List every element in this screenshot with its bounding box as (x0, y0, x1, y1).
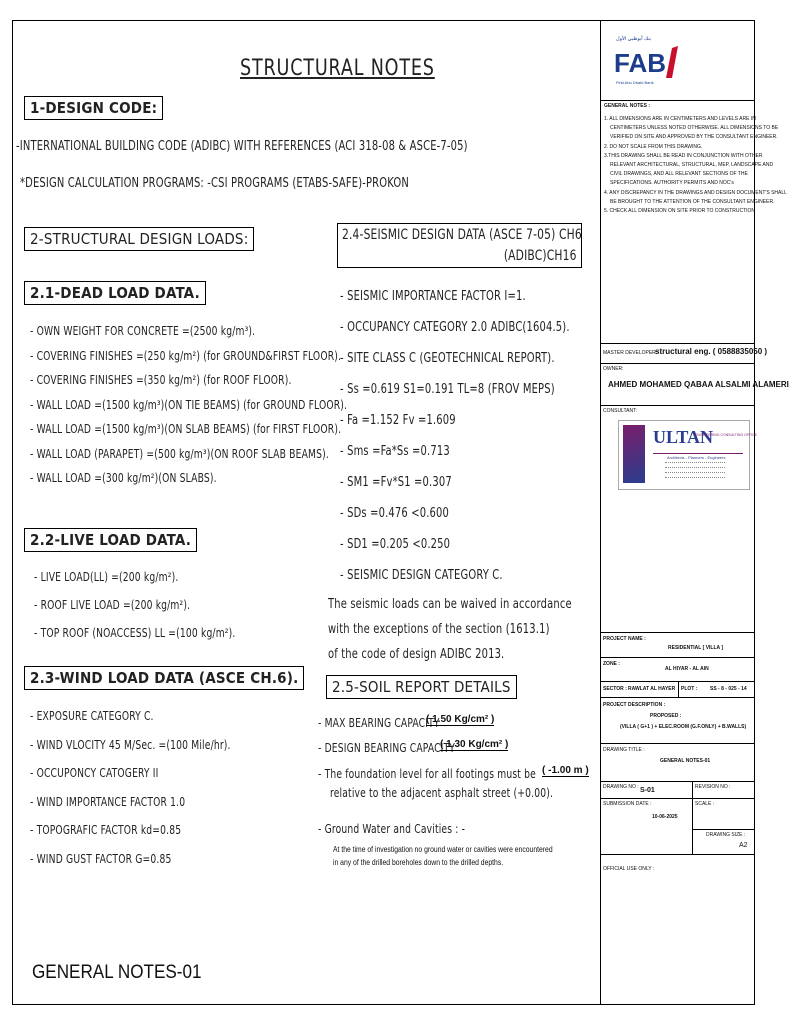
official-use-label: OFFICIAL USE ONLY : (603, 866, 655, 872)
fab-logo-arabic: بنك أبوظبي الأول (616, 36, 652, 42)
general-note-line: CIVIL DRAWINGS, AND ALL RELEVANT SECTIONS OF THE (610, 171, 748, 178)
drawing-size-label: DRAWING SIZE : (706, 832, 746, 838)
consultant-emblem-icon (623, 425, 645, 483)
seismic-item: - SD1 =0.205 <0.250 (340, 537, 451, 552)
title-block-divider (600, 20, 601, 1005)
general-note-line: 4. ANY DISCREPANCY IN THE DRAWINGS AND DESIGN DOCUMENT'S SHALL (604, 189, 787, 196)
dead-load-item: - WALL LOAD =(300 kg/m²)(ON SLABS). (30, 471, 217, 485)
general-note-line: VERIFIED ON SITE AND APPROVED BY THE CONSULTANT ENGINEER. (610, 134, 778, 141)
sector-value: RAWLAT AL HAYER (628, 686, 676, 692)
soil-foundation-line2: relative to the adjacent asphalt street (+0.00). (330, 786, 554, 800)
dead-load-heading: 2.1-DEAD LOAD DATA. (24, 281, 206, 305)
footer-title: GENERAL NOTES-01 (32, 962, 202, 983)
general-note-line: 5. CHECK ALL DIMENSION ON SITE PRIOR TO CONSTRUCTION (604, 208, 756, 214)
seismic-item: - OCCUPANCY CATEGORY 2.0 ADIBC(1604.5). (340, 320, 570, 335)
fab-logo-mark-icon (662, 44, 682, 80)
seismic-waiver-line: The seismic loads can be waived in accordance (328, 597, 572, 612)
fab-logo (612, 32, 672, 94)
page-title: STRUCTURAL NOTES (240, 56, 435, 81)
wind-load-heading: 2.3-WIND LOAD DATA (ASCE CH.6). (24, 666, 304, 690)
soil-groundwater-text1: At the time of investigation no ground water or cavities were encountered (333, 845, 553, 854)
scale-label: SCALE : (695, 801, 715, 807)
zone-label: ZONE : (603, 661, 620, 667)
drawing-title-label: DRAWING TITLE : (603, 747, 645, 753)
general-note-line: CENTIMETERS UNLESS NOTED OTHERWISE. ALL DIMENSIONS TO BE (610, 125, 779, 132)
wind-load-item: - OCCUPONCY CATOGERY II (30, 766, 159, 780)
general-note-line: BE BROUGHT TO THE ATTENTION OF THE CONSULTANT ENGINEER. (610, 198, 775, 205)
project-desc-label: PROJECT DESCRIPTION : (603, 702, 666, 708)
loads-heading: 2-STRUCTURAL DESIGN LOADS: (24, 227, 254, 251)
seismic-item: - Fa =1.152 Fv =1.609 (340, 413, 456, 428)
drawing-no-value: S-01 (640, 787, 655, 794)
dead-load-item: - WALL LOAD (PARAPET) =(500 kg/m³)(ON ROOF SLAB BEAMS). (30, 446, 329, 461)
live-load-item: - ROOF LIVE LOAD =(200 kg/m²). (34, 598, 191, 612)
wind-load-item: - WIND VLOCITY 45 M/Sec. =(100 Mile/hr). (30, 737, 231, 752)
general-note-line: 2. DO NOT SCALE FROM THIS DRAWING. (604, 143, 703, 150)
general-note-line: SPECIFICATIONS. AUTHORITY PERMITS AND NOC's (610, 180, 734, 187)
seismic-heading-line2: (ADIBC)CH16 (504, 248, 577, 264)
drawing-no-label: DRAWING NO : (603, 784, 639, 790)
master-developer-value: structural eng. ( 0588835050 ) (655, 347, 768, 356)
wind-load-item: - WIND GUST FACTOR G=0.85 (30, 851, 172, 866)
soil-design-label: - DESIGN BEARING CAPACITY (318, 741, 456, 755)
seismic-waiver-line: of the code of design ADIBC 2013. (328, 647, 505, 662)
owner-value: AHMED MOHAMED QABAA ALSALMI ALAMERI (608, 380, 789, 389)
consultant-sub: ENGINEERING CONSULTING OFFICE (695, 433, 757, 437)
sector-label: SECTOR : (603, 686, 627, 692)
soil-max-value: ( 1.50 Kg/cm² ) (426, 714, 495, 725)
general-note-line: 1. ALL DIMENSIONS ARE IN CENTIMETERS AND LEVELS ARE IN (604, 116, 756, 122)
zone-value: AL HIYAR - AL AIN (665, 666, 709, 672)
soil-foundation-label: - The foundation level for all footings must be (318, 767, 536, 781)
drawing-title-value: GENERAL NOTES-01 (660, 758, 711, 764)
project-desc-1: PROPOSED : (650, 713, 682, 719)
consultant-logo (618, 420, 757, 490)
seismic-waiver-line: with the exceptions of the section (1613.1) (328, 622, 550, 637)
wind-load-item: - TOPOGRAFIC FACTOR kd=0.85 (30, 823, 182, 837)
soil-groundwater-text2: in any of the drilled boreholes down to the drilled depths. (333, 858, 504, 867)
design-code-line1: -INTERNATIONAL BUILDING CODE (ADIBC) WITH REFERENCES (ACI 318-08 & ASCE-7-05) (16, 139, 468, 154)
seismic-item: - SDs =0.476 <0.600 (340, 506, 449, 521)
dead-load-item: - WALL LOAD =(1500 kg/m³)(ON SLAB BEAMS) (for FIRST FLOOR). (30, 422, 342, 436)
seismic-item: - SEISMIC DESIGN CATEGORY C. (340, 568, 503, 583)
wind-load-item: - EXPOSURE CATEGORY C. (30, 709, 154, 723)
dead-load-item: - COVERING FINISHES =(350 kg/m²) (for ROOF FLOOR). (30, 373, 292, 387)
fab-logo-sub: First Abu Dhabi Bank (616, 80, 654, 85)
soil-max-label: - MAX BEARING CAPACITY (318, 716, 440, 730)
dead-load-item: - OWN WEIGHT FOR CONCRETE =(2500 kg/m³). (30, 324, 256, 338)
plot-value: SS - 8 - 025 - 14 (710, 686, 747, 692)
general-note-line: RELEVANT ARCHITECTURAL, STRUCTURAL, MEP, LANDSCAPE AND (610, 162, 774, 168)
seismic-item: - Sms =Fa*Ss =0.713 (340, 444, 450, 459)
dead-load-item: - WALL LOAD =(1500 kg/m³)(ON TIE BEAMS) (for GROUND FLOOR). (30, 397, 348, 412)
seismic-item: - Ss =0.619 S1=0.191 TL=8 (FROV MEPS) (340, 382, 555, 397)
general-notes-heading: GENERAL NOTES : (604, 103, 651, 109)
live-load-item: - TOP ROOF (NOACCESS) LL =(100 kg/m²). (34, 626, 236, 640)
project-name-label: PROJECT NAME : (603, 636, 646, 642)
seismic-heading-line1: 2.4-SEISMIC DESIGN DATA (ASCE 7-05) CH6 (342, 227, 582, 243)
general-note-line: 3.THIS DRAWING SHALL BE READ IN CONJUNCTION WITH OTHER (604, 152, 763, 159)
soil-groundwater-label: - Ground Water and Cavities : - (318, 822, 466, 836)
submission-date-value: 10-06-2025 (652, 814, 678, 820)
master-developer-label: MASTER DEVELOPER : (603, 350, 659, 356)
consultant-tag: Architects - Planners - Engineers (667, 455, 726, 460)
submission-date-label: SUBMISSION DATE : (603, 801, 652, 807)
consultant-name: ULTAN (653, 427, 714, 447)
revision-no-label: REVISION NO : (695, 784, 731, 790)
project-desc-2: (VILLA ( G+1 ) + ELEC.ROOM (G.F.ONLY) + B.WALLS) (620, 724, 747, 730)
consultant-label: CONSULTANT: (603, 408, 637, 414)
soil-foundation-value: ( -1.00 m ) (542, 765, 589, 776)
soil-design-value: ( 1.30 Kg/cm² ) (440, 739, 509, 750)
seismic-heading-box (337, 223, 582, 268)
dead-load-item: - COVERING FINISHES =(250 kg/m²) (for GROUND&FIRST FLOOR). (30, 348, 342, 363)
live-load-heading: 2.2-LIVE LOAD DATA. (24, 528, 197, 552)
soil-heading: 2.5-SOIL REPORT DETAILS (326, 675, 517, 699)
live-load-item: - LIVE LOAD(LL) =(200 kg/m²). (34, 570, 179, 584)
project-name-value: RESIDENTIAL [ VILLA ] (668, 645, 723, 651)
seismic-item: - SEISMIC IMPORTANCE FACTOR I=1. (340, 289, 526, 304)
fab-logo-text: FAB (614, 48, 666, 78)
seismic-item: - SM1 =Fv*S1 =0.307 (340, 475, 452, 490)
seismic-item: - SITE CLASS C (GEOTECHNICAL REPORT). (340, 351, 555, 366)
drawing-size-value: A2 (739, 842, 748, 849)
design-code-heading: 1-DESIGN CODE: (24, 96, 163, 120)
design-code-line2: *DESIGN CALCULATION PROGRAMS: -CSI PROGRAMS (ETABS-SAFE)-PROKON (20, 176, 409, 191)
owner-label: OWNER: (603, 366, 624, 372)
plot-label: PLOT : (681, 686, 698, 692)
wind-load-item: - WIND IMPORTANCE FACTOR 1.0 (30, 794, 186, 809)
